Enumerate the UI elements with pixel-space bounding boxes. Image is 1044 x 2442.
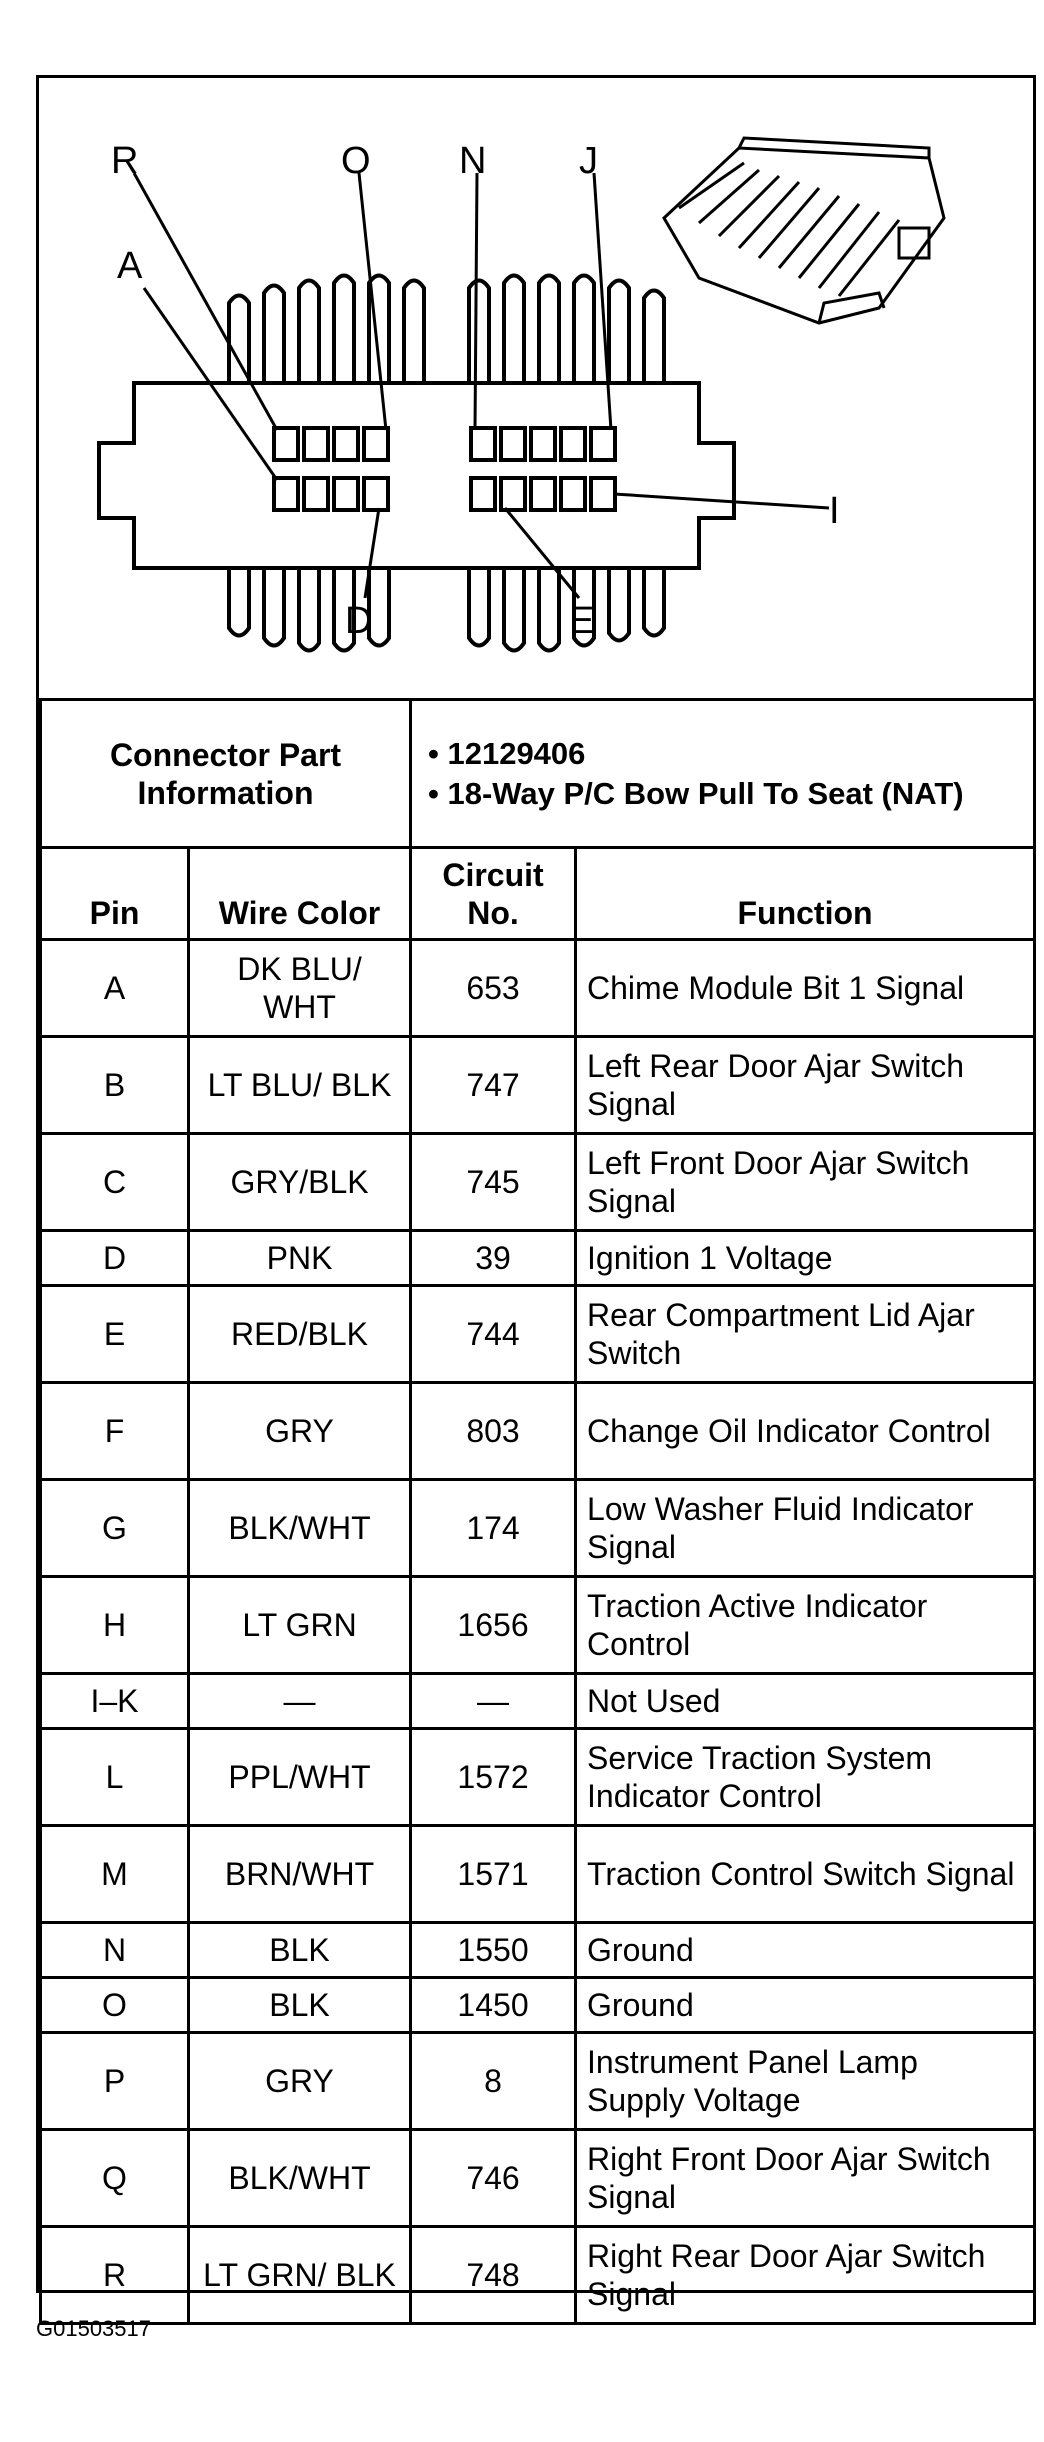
table-row: [41, 1826, 1035, 1923]
cell-wire-color: LT GRN/ BLK: [189, 2227, 411, 2324]
pin-label: I: [829, 490, 840, 532]
part-info-values: [411, 700, 1035, 848]
cell-wire-color: GRY: [189, 1383, 411, 1480]
cell-function: Instrument Panel Lamp Supply Voltage: [576, 2033, 1035, 2130]
cell-wire-color: PPL/WHT: [189, 1729, 411, 1826]
cell-circuit: 803: [411, 1383, 576, 1480]
column-header-function: Function: [576, 848, 1035, 940]
part-info-row: [41, 700, 1035, 848]
cell-pin: B: [41, 1037, 189, 1134]
cell-circuit: 747: [411, 1037, 576, 1134]
cell-circuit: 174: [411, 1480, 576, 1577]
table-row: [41, 1134, 1035, 1231]
cell-circuit: 8: [411, 2033, 576, 2130]
cell-function: Right Rear Door Ajar Switch Signal: [576, 2227, 1035, 2324]
latch-upper-right: [469, 276, 664, 384]
cell-circuit: 1550: [411, 1923, 576, 1978]
table-row: [41, 2033, 1035, 2130]
pin-cavities-top-left: [274, 428, 388, 460]
cell-circuit: 744: [411, 1286, 576, 1383]
leader-lines: [134, 173, 829, 598]
pin-label: N: [459, 140, 487, 182]
table-row: [41, 1286, 1035, 1383]
table-row: [41, 1231, 1035, 1286]
table-row: [41, 1383, 1035, 1480]
cell-pin: M: [41, 1826, 189, 1923]
table-row: [41, 940, 1035, 1037]
table-row: [41, 1577, 1035, 1674]
cell-pin: O: [41, 1978, 189, 2033]
table-row: [41, 2130, 1035, 2227]
column-header-pin: Pin: [41, 848, 189, 940]
table-row: [41, 1480, 1035, 1577]
pin-cavities-top-right: [471, 428, 615, 460]
cell-function: Chime Module Bit 1 Signal: [576, 940, 1035, 1037]
cell-function: Low Washer Fluid Indicator Signal: [576, 1480, 1035, 1577]
cell-wire-color: BLK: [189, 1978, 411, 2033]
cell-pin: R: [41, 2227, 189, 2324]
cell-pin: H: [41, 1577, 189, 1674]
cell-function: Right Front Door Ajar Switch Signal: [576, 2130, 1035, 2227]
figure-id: G01503517: [36, 2316, 151, 2341]
connector-pinout-table: [39, 698, 1036, 2325]
cell-pin: P: [41, 2033, 189, 2130]
table-row: [41, 1037, 1035, 1134]
table-row: [41, 1729, 1035, 1826]
pin-cavities-bottom-left: [274, 478, 388, 510]
cell-circuit: 1571: [411, 1826, 576, 1923]
cell-circuit: 1450: [411, 1978, 576, 2033]
cell-wire-color: —: [189, 1674, 411, 1729]
cell-wire-color: GRY: [189, 2033, 411, 2130]
cell-wire-color: BLK/WHT: [189, 1480, 411, 1577]
cell-wire-color: BRN/WHT: [189, 1826, 411, 1923]
table-body: [41, 940, 1035, 2324]
pin-label: J: [579, 140, 598, 182]
connector-outline: [99, 383, 734, 568]
cell-function: Service Traction System Indicator Control: [576, 1729, 1035, 1826]
cell-circuit: 39: [411, 1231, 576, 1286]
cell-function: Ground: [576, 1923, 1035, 1978]
table-row: [41, 2227, 1035, 2324]
cell-wire-color: DK BLU/ WHT: [189, 940, 411, 1037]
cell-function: Left Front Door Ajar Switch Signal: [576, 1134, 1035, 1231]
table-row: [41, 1674, 1035, 1729]
cell-wire-color: RED/BLK: [189, 1286, 411, 1383]
table-row: [41, 1978, 1035, 2033]
cell-wire-color: BLK: [189, 1923, 411, 1978]
cell-pin: N: [41, 1923, 189, 1978]
connector-face-diagram: [39, 78, 1033, 698]
cell-wire-color: PNK: [189, 1231, 411, 1286]
cell-pin: A: [41, 940, 189, 1037]
part-info-label: Connector Part Information: [41, 700, 411, 848]
table-row: [41, 1923, 1035, 1978]
column-header-circuit: Circuit No.: [411, 848, 576, 940]
cell-pin: G: [41, 1480, 189, 1577]
cell-function: Change Oil Indicator Control: [576, 1383, 1035, 1480]
column-header-wire-color: Wire Color: [189, 848, 411, 940]
cell-pin: E: [41, 1286, 189, 1383]
pin-label: E: [569, 600, 595, 642]
latch-lower-right: [469, 568, 664, 651]
pin-label: D: [345, 600, 373, 642]
cell-function: Ground: [576, 1978, 1035, 2033]
column-header-row: [41, 848, 1035, 940]
part-number: • 12129406: [428, 735, 586, 771]
cell-wire-color: LT BLU/ BLK: [189, 1037, 411, 1134]
pin-label: A: [117, 245, 143, 287]
cell-wire-color: GRY/BLK: [189, 1134, 411, 1231]
cell-circuit: 746: [411, 2130, 576, 2227]
cell-pin: F: [41, 1383, 189, 1480]
cell-circuit: 1656: [411, 1577, 576, 1674]
cell-function: Ignition 1 Voltage: [576, 1231, 1035, 1286]
connector-drawing: [39, 78, 1033, 698]
cell-circuit: 745: [411, 1134, 576, 1231]
pin-label: R: [111, 140, 139, 182]
cell-pin: Q: [41, 2130, 189, 2227]
cell-function: Traction Active Indicator Control: [576, 1577, 1035, 1674]
pin-label: O: [341, 140, 371, 182]
diagram-frame: [36, 75, 1036, 2312]
cell-pin: D: [41, 1231, 189, 1286]
cell-function: Rear Compartment Lid Ajar Switch: [576, 1286, 1035, 1383]
cell-pin: I–K: [41, 1674, 189, 1729]
cell-wire-color: BLK/WHT: [189, 2130, 411, 2227]
latch-upper-left: [229, 276, 424, 384]
cell-pin: C: [41, 1134, 189, 1231]
cell-circuit: —: [411, 1674, 576, 1729]
connector-perspective-icon: [664, 138, 944, 323]
cell-function: Traction Control Switch Signal: [576, 1826, 1035, 1923]
pin-cavities-bottom-right: [471, 478, 615, 510]
cell-function: Not Used: [576, 1674, 1035, 1729]
part-description: • 18-Way P/C Bow Pull To Seat (NAT): [428, 775, 964, 811]
cell-circuit: 1572: [411, 1729, 576, 1826]
cell-circuit: 653: [411, 940, 576, 1037]
cell-function: Left Rear Door Ajar Switch Signal: [576, 1037, 1035, 1134]
cell-wire-color: LT GRN: [189, 1577, 411, 1674]
cell-circuit: 748: [411, 2227, 576, 2324]
cell-pin: L: [41, 1729, 189, 1826]
